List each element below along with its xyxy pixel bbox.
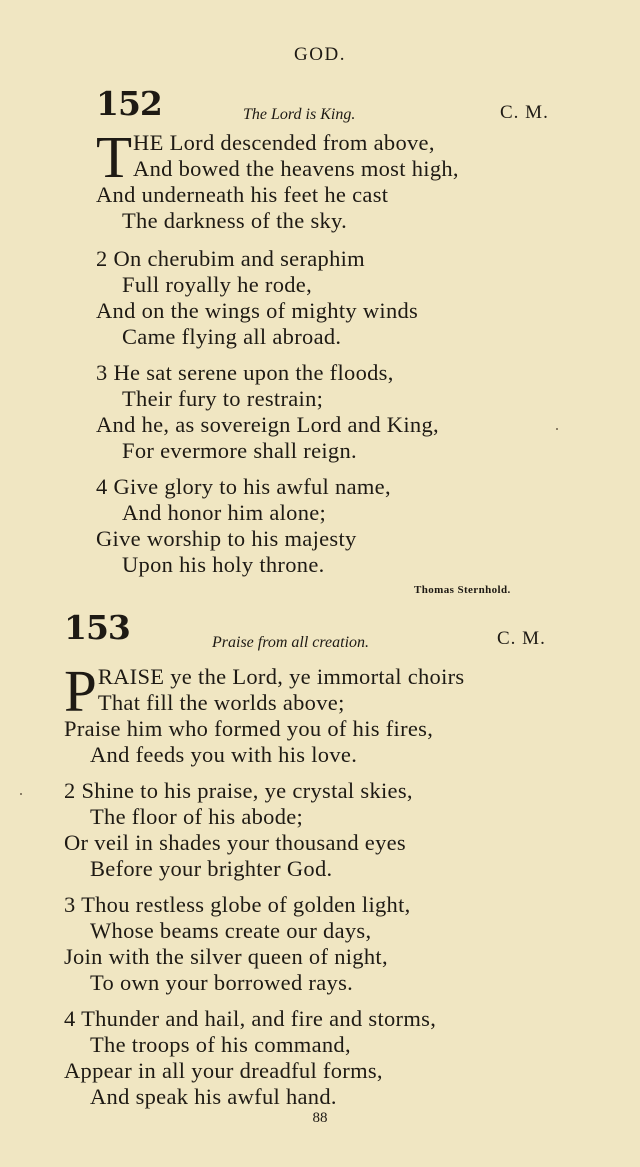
verse-line: Upon his holy throne. (122, 552, 325, 577)
stanza-2 (64, 778, 413, 882)
hymn-title: Praise from all creation. (212, 634, 370, 651)
stanza-4 (96, 474, 391, 578)
paper-speck (556, 428, 558, 430)
verse-line: And he, as sovereign Lord and King, (96, 412, 439, 437)
verse-line: Or veil in shades your thousand eyes (64, 830, 406, 855)
verse-line: 3 He sat serene upon the floods, (96, 360, 394, 385)
verse-line: And underneath his feet he cast (96, 182, 389, 207)
verse-line: And speak his awful hand. (90, 1084, 337, 1109)
verse-line: Appear in all your dreadful forms, (64, 1058, 383, 1083)
page-number: 88 (312, 1110, 328, 1126)
page-header: GOD. (294, 44, 346, 65)
verse-line: Praise him who formed you of his fires, (64, 716, 434, 741)
verse-line: Before your brighter God. (90, 856, 333, 881)
verse-line: And on the wings of mighty winds (96, 298, 419, 323)
hymn-number: 152 (96, 84, 162, 123)
verse-line: And feeds you with his love. (90, 742, 358, 767)
verse-line: To own your borrowed rays. (90, 970, 354, 995)
hymn-title: The Lord is King. (243, 106, 356, 123)
hymn-author: Thomas Sternhold. (414, 584, 511, 596)
verse-line: Whose beams create our days, (90, 918, 372, 943)
stanza-2 (96, 246, 418, 350)
verse-line: 4 Thunder and hail, and fire and storms, (64, 1006, 437, 1031)
verse-line: The darkness of the sky. (122, 208, 348, 233)
verse-line: That fill the worlds above; (97, 690, 345, 715)
verse-line: 2 On cherubim and seraphim (96, 246, 365, 271)
stanza-3 (96, 360, 439, 464)
verse-line: The troops of his command, (90, 1032, 351, 1057)
verse-line: Their fury to restrain; (122, 386, 324, 411)
hymn-meter: C. M. (500, 102, 549, 123)
verse-line: Full royally he rode, (122, 272, 313, 297)
hymn-number: 153 (64, 608, 130, 647)
stanza-1 (96, 124, 459, 234)
verse-line: 2 Shine to his praise, ye crystal skies, (64, 778, 413, 803)
stanza-1 (64, 658, 465, 768)
drop-cap: P (64, 658, 97, 724)
stanza-4 (64, 1006, 436, 1110)
verse-line: 4 Give glory to his awful name, (96, 474, 391, 499)
verse-line: For evermore shall reign. (122, 438, 357, 463)
hymn-meter: C. M. (497, 628, 546, 649)
verse-line: 3 Thou restless globe of golden light, (64, 892, 411, 917)
verse-line: Give worship to his majesty (96, 526, 357, 551)
verse-line: And bowed the heavens most high, (133, 156, 459, 181)
drop-cap: T (96, 124, 133, 190)
paper-speck (20, 793, 22, 795)
verse-line: Join with the silver queen of night, (64, 944, 388, 969)
verse-line: The floor of his abode; (90, 804, 304, 829)
stanza-3 (64, 892, 411, 996)
verse-line: RAISE ye the Lord, ye immortal choirs (97, 664, 465, 689)
verse-line: And honor him alone; (122, 500, 327, 525)
verse-line: HE Lord descended from above, (133, 130, 435, 155)
verse-line: Came flying all abroad. (122, 324, 342, 349)
